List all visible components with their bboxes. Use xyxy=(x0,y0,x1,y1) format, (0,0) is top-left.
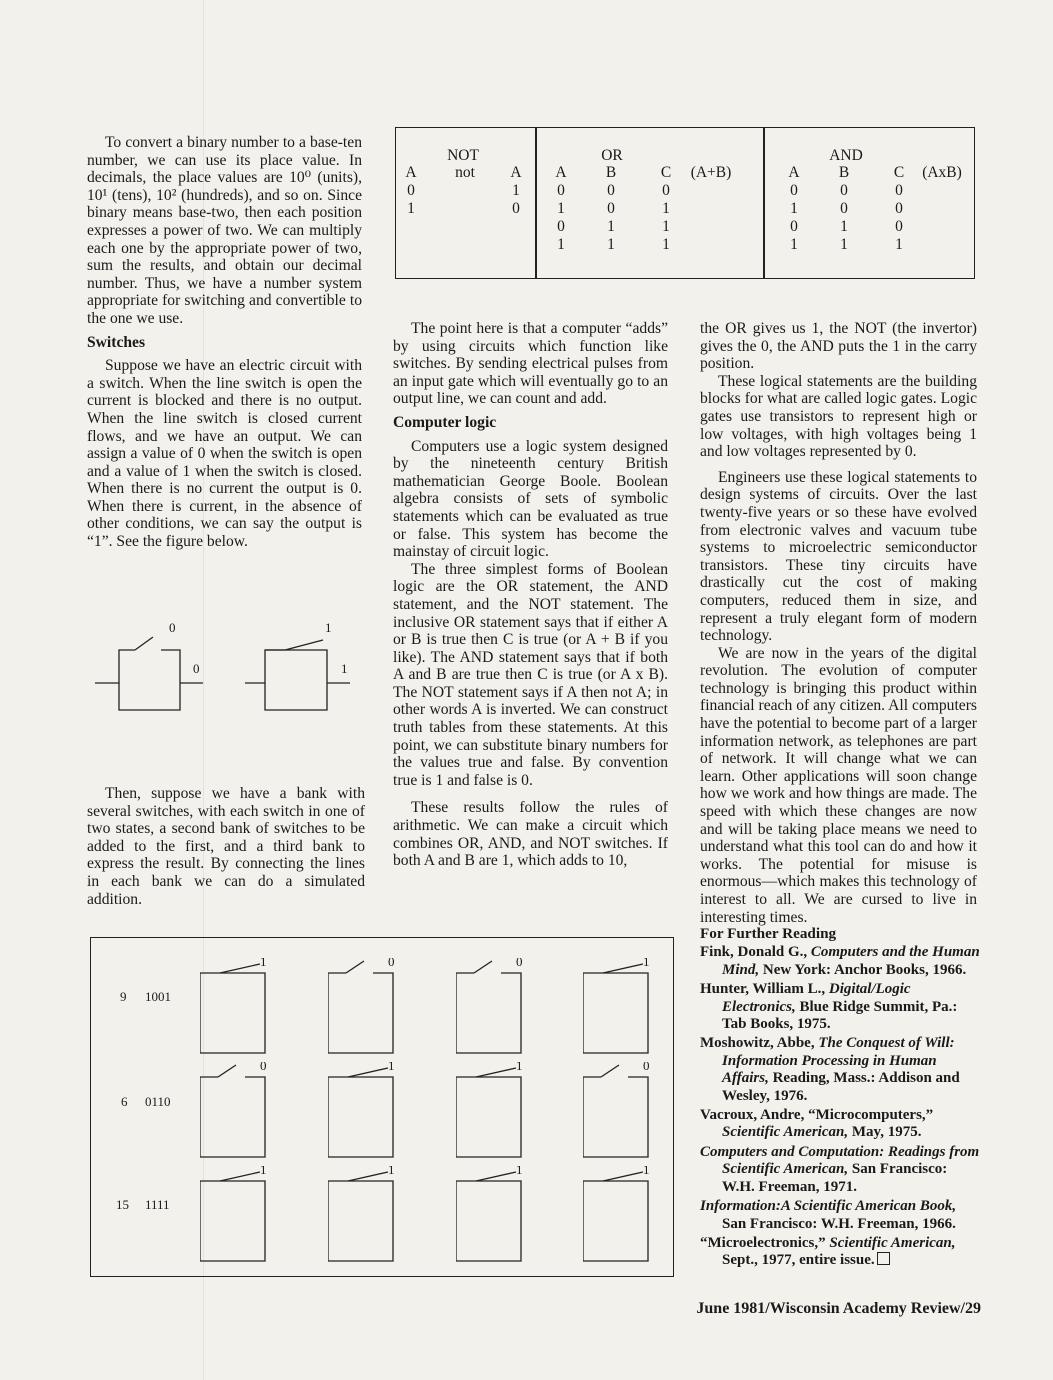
and-r1-b: 0 xyxy=(840,182,848,199)
page-footer: June 1981/Wisconsin Academy Review/29 xyxy=(696,1300,981,1317)
paragraph-boole: Computers use a logic system designed by the nineteenth century British mathematician George Boole. Boolean algebra consists of sets of symbolic statements which can be evaluated as true or false. This system has become the mainstay of circuit logic. xyxy=(393,437,668,561)
bank-switch-r2-c2 xyxy=(328,1062,408,1162)
or-r2-c: 1 xyxy=(662,200,670,217)
reference-4: Vacroux, Andre, “Microcomputers,” Scientific American, May, 1975. xyxy=(700,1107,934,1141)
paragraph-bank-switches: Then, suppose we have a bank with several switches, with each switch in one of two states, a second bank of switches to be added to the first, and a third bank to express the result. By connecting the lines in each bank we can do a simulated addition. xyxy=(87,785,365,908)
not-header-a2: A xyxy=(510,164,522,181)
column-1 xyxy=(87,134,362,551)
open-switch-output-label: 0 xyxy=(193,661,200,676)
not-row1-a: 0 xyxy=(407,182,415,199)
truth-divider-2 xyxy=(763,128,765,278)
bank-switch-state-label: 0 xyxy=(516,958,523,969)
or-header-c: C xyxy=(660,164,672,181)
paragraph-switch-circuit: Suppose we have an electric circuit with a switch. When the line switch is open the current is blocked and there is no output. When the line switch is closed current flows, and we have an output. We can assign a value of 0 when the switch is open and a value of 1 when the switch is closed. When there is no current the output is 0. When there is current, in the absence of other conditions, we can say the output is “1”. See the figure below. xyxy=(87,357,362,551)
or-r3-a: 0 xyxy=(557,218,565,235)
or-r3-b: 1 xyxy=(607,218,615,235)
bank-switch-r3-c3 xyxy=(456,1166,536,1266)
and-header-a: A xyxy=(788,164,800,181)
bank-switch-state-label: 1 xyxy=(388,1062,395,1073)
bank-switch-r2-c4 xyxy=(583,1062,663,1162)
or-r3-c: 1 xyxy=(662,218,670,235)
column-3 xyxy=(700,320,977,926)
and-header-b: B xyxy=(838,164,850,181)
and-r4-b: 1 xyxy=(840,236,848,253)
truth-table xyxy=(395,127,975,279)
bank-switch-state-label: 0 xyxy=(643,1062,650,1073)
and-r1-c: 0 xyxy=(895,182,903,199)
end-mark-icon xyxy=(877,1252,890,1265)
or-r4-b: 1 xyxy=(607,236,615,253)
or-header-a: A xyxy=(555,164,567,181)
bank-switch-state-label: 0 xyxy=(388,958,395,969)
paragraph-engineers: Engineers use these logical statements to design systems of circuits. Over the last twenty-five years or so these have evolved from electronic valves and vacuum tube systems to microelectric semiconductor transistors. These tiny circuits have drastically cut the cost of making computers, reduced them in size, and represent a truly elegant form of modern technology. xyxy=(700,468,977,645)
or-r1-b: 0 xyxy=(607,182,615,199)
not-row2-result: 0 xyxy=(512,200,520,217)
or-title: OR xyxy=(601,147,623,164)
bank-row1-decimal: 9 xyxy=(120,989,127,1004)
bank-switch-r3-c2 xyxy=(328,1166,408,1266)
or-r2-a: 1 xyxy=(557,200,565,217)
bank-row2-decimal: 6 xyxy=(121,1094,128,1109)
and-r3-b: 1 xyxy=(840,218,848,235)
open-switch-input-label: 0 xyxy=(169,620,176,635)
further-reading-heading: For Further Reading xyxy=(700,925,837,942)
not-header-not: not xyxy=(455,164,475,181)
and-title: AND xyxy=(829,147,863,164)
and-header-formula: (AxB) xyxy=(922,164,962,181)
bank-switch-r1-c2 xyxy=(328,958,408,1058)
bank-switch-state-label: 1 xyxy=(516,1062,523,1073)
or-r4-a: 1 xyxy=(557,236,565,253)
further-reading xyxy=(700,925,982,1272)
bank-row1-binary: 1001 xyxy=(145,989,171,1004)
bank-switch-r2-c3 xyxy=(456,1062,536,1162)
bank-switch-state-label: 0 xyxy=(260,1062,267,1073)
paragraph-logic-gates: These logical statements are the building blocks for what are called logic gates. Logic gates use transistors to represent high or low voltages, with high voltages being 1 and low voltages represented by 0. xyxy=(700,372,977,461)
or-r1-c: 0 xyxy=(662,182,670,199)
bank-row2-binary: 0110 xyxy=(145,1094,171,1109)
and-r3-a: 0 xyxy=(790,218,798,235)
reference-2: Hunter, William L., Digital/Logic Electronics, Blue Ridge Summit, Pa.: Tab Books, 1975. xyxy=(700,981,958,1033)
closed-switch-input-label: 1 xyxy=(325,620,332,635)
reference-3: Moshowitz, Abbe, The Conquest of Will: Information Processing in Human Affairs, Reading, Mass.: Addison and Wesley, 1976. xyxy=(700,1035,960,1104)
bank-switch-state-label: 1 xyxy=(643,1166,650,1177)
column-1-lower xyxy=(87,785,365,908)
bank-switch-state-label: 1 xyxy=(260,1166,267,1177)
and-r2-a: 1 xyxy=(790,200,798,217)
bank-switch-r3-c4 xyxy=(583,1166,663,1266)
and-r1-a: 0 xyxy=(790,182,798,199)
and-r4-a: 1 xyxy=(790,236,798,253)
heading-computer-logic: Computer logic xyxy=(393,413,497,431)
truth-divider-1 xyxy=(535,128,537,278)
paragraph-digital-revolution: We are now in the years of the digital revolution. The evolution of computer technology is bringing this product within financial reach of any citizen. All computers have the potential to become part of a larger information network, as telephones are part of network. It will change what we can learn. Other applications will soon change how we work and how things are made. The speed with which these changes are now and will be taking place means we need to understand what this tool can do and how it works. The potential for misuse is enormous—which makes this technology of interest to all. We are cursed to live in interesting times. xyxy=(700,644,977,926)
heading-switches: Switches xyxy=(87,333,146,351)
or-header-formula: (A+B) xyxy=(690,164,732,181)
reference-1: Fink, Donald G., Computers and the Human Mind, New York: Anchor Books, 1966. xyxy=(700,944,980,978)
or-r1-a: 0 xyxy=(557,182,565,199)
reference-5: Computers and Computation: Readings from Scientific American, San Francisco: W.H. Freeman, 1971. xyxy=(700,1143,980,1195)
or-header-b: B xyxy=(605,164,617,181)
not-row1-result: 1 xyxy=(512,182,520,199)
paragraph-boolean-forms: The three simplest forms of Boolean logic are the OR statement, the AND statement, and the NOT statement. The inclusive OR statement says that if either A or B is true then C is true (or A + B if you like). The AND statement says that if both A and B are true then C is true (or A x B). The NOT statement says if A then not A; in other words A is inverted. We can construct truth tables from these statements. At this point, we can substitute binary numbers for the values true and false. By convention true is 1 and false is 0. xyxy=(393,560,668,789)
bank-switch-r3-c1 xyxy=(200,1166,280,1266)
bank-switch-r1-c4 xyxy=(583,958,663,1058)
bank-row3-binary: 1111 xyxy=(145,1197,170,1212)
bank-switch-r1-c1 xyxy=(200,958,280,1058)
closed-switch-output-label: 1 xyxy=(341,661,348,676)
bank-switch-state-label: 1 xyxy=(260,958,267,969)
not-header-a: A xyxy=(405,164,417,181)
and-r2-c: 0 xyxy=(895,200,903,217)
not-row2-a: 1 xyxy=(407,200,415,217)
paragraph-or-not-and: the OR gives us 1, the NOT (the invertor) gives the 0, the AND puts the 1 in the carry position. xyxy=(700,320,977,373)
bank-row3-decimal: 15 xyxy=(116,1197,129,1212)
bank-switch-state-label: 1 xyxy=(516,1166,523,1177)
bank-switch-state-label: 1 xyxy=(388,1166,395,1177)
bank-switch-r2-c1 xyxy=(200,1062,280,1162)
paragraph-place-value: To convert a binary number to a base-ten number, we can use its place value. In decimals, the place values are 10⁰ (units), 10¹ (tens), 10² (hundreds), and so on. Since binary means base-two, then each position expresses a power of two. We can multiply each one by the appropriate power of two, sum the results, and obtain our decimal number. Thus, we have a number system appropriate for switching and convertible to the one we use. xyxy=(87,134,362,327)
reference-7: “Microelectronics,” Scientific American, Sept., 1977, entire issue. xyxy=(700,1234,956,1269)
or-r4-c: 1 xyxy=(662,236,670,253)
and-r2-b: 0 xyxy=(840,200,848,217)
bank-switch-r1-c3 xyxy=(456,958,536,1058)
and-r3-c: 0 xyxy=(895,218,903,235)
column-2 xyxy=(393,320,668,870)
bank-switch-state-label: 1 xyxy=(643,958,650,969)
and-r4-c: 1 xyxy=(895,236,903,253)
paragraph-computer-adds: The point here is that a computer “adds” by using circuits which function like switches. By sending electrical pulses from an input gate which will eventually go to an output line, we can count and add. xyxy=(393,320,668,408)
or-r2-b: 0 xyxy=(607,200,615,217)
not-title: NOT xyxy=(447,147,479,164)
reference-6: Information:A Scientific American Book, San Francisco: W.H. Freeman, 1966. xyxy=(700,1198,957,1232)
paragraph-arithmetic: These results follow the rules of arithmetic. We can make a circuit which combines OR, AND, and NOT switches. If both A and B are 1, which adds to 10, xyxy=(393,799,668,870)
and-header-c: C xyxy=(893,164,905,181)
